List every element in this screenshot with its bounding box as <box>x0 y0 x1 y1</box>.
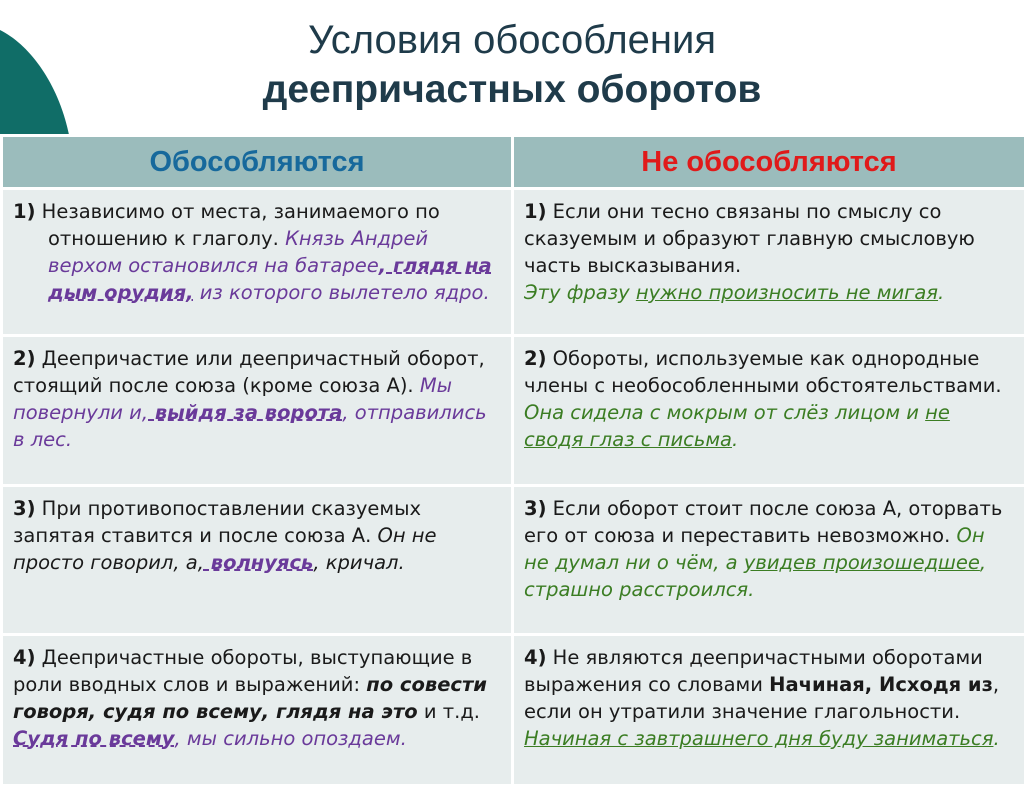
example-text-end: . <box>938 281 944 304</box>
rule-text: При противопоставлении сказуемых запятая ставится и после союза А. <box>13 497 421 547</box>
header-not-isolated: Не обособляются <box>513 136 1024 189</box>
cell-isolated-2 <box>2 336 513 486</box>
rule-continuation <box>13 225 501 306</box>
rule-text-end: и т.д. <box>418 700 480 723</box>
table-header-row <box>2 136 1024 189</box>
example-adverbial-phrase: не сводя глаз с письма <box>524 401 950 451</box>
example-adverbial-phrase: волнуясь <box>204 551 313 574</box>
example-text-end: . <box>732 428 738 451</box>
cell-not-isolated-2 <box>513 336 1024 486</box>
rule-number: 1) <box>13 200 35 223</box>
introductory-phrases: по совести говоря, судя по всему, глядя на это <box>13 673 487 723</box>
rule-text: Независимо от места, занимаемого по <box>35 200 439 223</box>
example-text-end: , кричал. <box>313 551 404 574</box>
example-text-end: , страшно расстроился. <box>524 551 986 601</box>
example-text-end: , отправились в лес. <box>13 401 487 451</box>
rule-number: 4) <box>13 646 35 669</box>
rule-number: 4) <box>524 646 546 669</box>
rule-text-end: , если он утратили значение глагольности. <box>524 673 999 723</box>
rule-number: 3) <box>13 497 35 520</box>
title-line-1: Условия обособления <box>0 18 1024 62</box>
rule-number: 2) <box>13 347 35 370</box>
example-adverbial-phrase: Начиная с завтрашнего дня буду заниматься <box>524 727 993 750</box>
example-text: Эту фразу <box>524 281 636 304</box>
keyword-phrases: Начиная, Исходя из <box>769 673 993 696</box>
title-line-2: деепричастных оборотов <box>0 68 1024 112</box>
rules-table <box>0 134 1024 787</box>
example-adverbial-phrase: нужно произносить не мигая <box>636 281 938 304</box>
rule-number: 3) <box>524 497 546 520</box>
header-isolated: Обособляются <box>2 136 513 189</box>
example-text: Князь Андрей верхом остановился на батарее <box>48 227 428 277</box>
rule-text: Деепричастие или деепричастный оборот, стоящий после союза (кроме союза А). <box>13 347 485 397</box>
cell-not-isolated-1 <box>513 189 1024 336</box>
cell-not-isolated-3 <box>513 486 1024 635</box>
example-text-end: из которого вылетело ядро. <box>194 281 490 304</box>
rule-text: Обороты, используемые как однородные члены с необособленными обстоятельствами. <box>524 347 1002 397</box>
example-adverbial-phrase: увидев произошедшее <box>744 551 980 574</box>
example-adverbial-phrase: глядя на дым орудия, <box>48 254 492 304</box>
example-adverbial-phrase: выйдя за ворота <box>148 401 342 424</box>
cell-not-isolated-4 <box>513 635 1024 786</box>
example-text: Она сидела с мокрым от слёз лицом и <box>524 401 925 424</box>
table-row <box>2 486 1024 635</box>
rule-number: 1) <box>524 200 546 223</box>
cell-isolated-1 <box>2 189 513 336</box>
cell-isolated-3 <box>2 486 513 635</box>
rule-text: Деепричастные обороты, выступающие в роли вводных слов и выражений: <box>13 646 472 696</box>
table-row <box>2 336 1024 486</box>
rule-text: Если оборот стоит после союза А, оторвать его от союза и переставить невозможно. <box>524 497 1002 547</box>
cell-isolated-4 <box>2 635 513 786</box>
table-row <box>2 635 1024 786</box>
example-text: Он не думал ни о чём, а <box>524 524 985 574</box>
rule-text-cont: отношению к глаголу. <box>48 227 285 250</box>
rule-text: Если они тесно связаны по смыслу со сказуемым и образуют главную смысловую часть высказывания. <box>524 200 975 277</box>
example-text: Он не просто говорил, а, <box>13 524 437 574</box>
rule-text: Не являются деепричастными оборотами выражения со словами <box>524 646 983 696</box>
example-text-end: . <box>993 727 999 750</box>
example-adverbial-phrase: Судя по всему <box>13 727 175 750</box>
example-text: Мы повернули и, <box>13 374 452 424</box>
example-text-end: , мы сильно опоздаем. <box>175 727 407 750</box>
page-title <box>0 18 1024 112</box>
example-comma: , <box>379 254 386 277</box>
rule-number: 2) <box>524 347 546 370</box>
table-row <box>2 189 1024 336</box>
